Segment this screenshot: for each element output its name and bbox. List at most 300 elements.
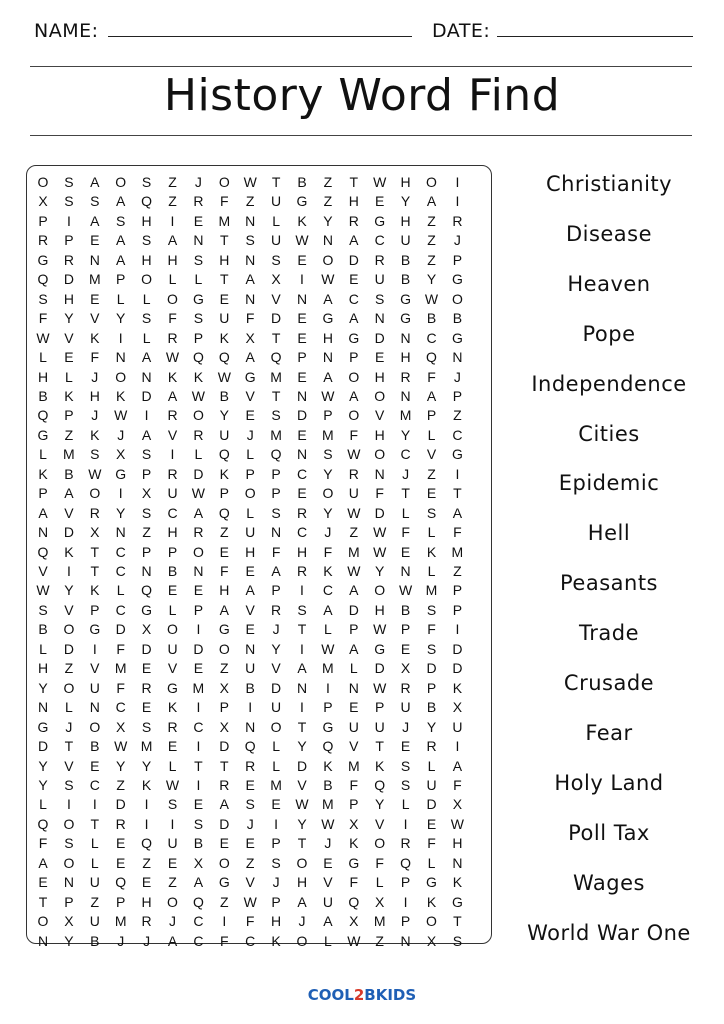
grid-letter[interactable]: N — [452, 349, 463, 366]
grid-letter[interactable]: A — [323, 290, 333, 307]
grid-letter[interactable]: M — [347, 757, 360, 774]
grid-letter[interactable]: R — [115, 815, 126, 832]
grid-letter[interactable]: T — [297, 835, 307, 852]
grid-letter[interactable]: F — [375, 854, 384, 871]
grid-letter[interactable]: G — [322, 310, 334, 327]
grid-letter[interactable]: H — [374, 426, 385, 443]
grid-letter[interactable]: X — [141, 621, 152, 638]
grid-letter[interactable]: D — [115, 621, 126, 638]
grid-letter[interactable]: Q — [37, 407, 49, 424]
grid-letter[interactable]: P — [193, 329, 204, 346]
grid-letter[interactable]: W — [321, 815, 335, 832]
grid-letter[interactable]: Y — [400, 193, 411, 210]
grid-letter[interactable]: R — [296, 504, 308, 521]
grid-letter[interactable]: Z — [375, 932, 384, 949]
grid-letter[interactable]: M — [270, 776, 282, 793]
grid-letter[interactable]: F — [427, 368, 436, 385]
grid-letter[interactable]: L — [142, 329, 151, 346]
grid-letter[interactable]: Y — [375, 563, 385, 579]
grid-letter[interactable]: E — [193, 582, 204, 599]
grid-letter[interactable]: I — [300, 699, 304, 716]
grid-letter[interactable]: V — [271, 290, 281, 307]
grid-letter[interactable]: J — [246, 426, 254, 443]
grid-letter[interactable]: A — [116, 193, 126, 210]
date-line[interactable] — [497, 36, 693, 37]
grid-letter[interactable]: O — [167, 621, 178, 638]
grid-letter[interactable]: E — [116, 854, 126, 871]
grid-letter[interactable]: X — [400, 660, 411, 677]
grid-letter[interactable]: A — [245, 582, 255, 599]
grid-letter[interactable]: H — [374, 368, 385, 385]
grid-letter[interactable]: S — [400, 757, 411, 774]
grid-letter[interactable]: P — [375, 699, 385, 716]
grid-letter[interactable]: B — [400, 271, 411, 288]
grid-letter[interactable]: K — [375, 757, 385, 774]
grid-letter[interactable]: A — [426, 387, 437, 404]
grid-letter[interactable]: D — [219, 738, 230, 755]
grid-letter[interactable]: R — [374, 251, 385, 268]
grid-letter[interactable]: N — [452, 854, 463, 871]
grid-letter[interactable]: O — [192, 543, 204, 560]
grid-letter[interactable]: R — [271, 601, 282, 618]
grid-letter[interactable]: D — [63, 640, 74, 657]
grid-letter[interactable]: A — [38, 854, 48, 871]
grid-letter[interactable]: S — [426, 504, 437, 521]
grid-letter[interactable]: D — [374, 504, 385, 521]
grid-letter[interactable]: G — [115, 465, 127, 482]
grid-letter[interactable]: L — [323, 932, 332, 949]
grid-letter[interactable]: I — [66, 563, 71, 579]
grid-letter[interactable]: S — [141, 174, 152, 190]
grid-letter[interactable]: Z — [220, 893, 229, 910]
grid-letter[interactable]: W — [295, 796, 309, 813]
grid-letter[interactable]: H — [322, 329, 333, 346]
grid-letter[interactable]: E — [141, 699, 152, 716]
grid-letter[interactable]: I — [455, 193, 460, 210]
grid-letter[interactable]: Q — [192, 349, 204, 366]
grid-letter[interactable]: I — [92, 796, 97, 813]
grid-letter[interactable]: K — [426, 543, 437, 560]
grid-letter[interactable]: T — [271, 329, 281, 346]
grid-letter[interactable]: P — [400, 874, 411, 891]
grid-letter[interactable]: E — [297, 368, 307, 385]
grid-letter[interactable]: U — [400, 232, 411, 249]
grid-letter[interactable]: Q — [192, 893, 204, 910]
grid-letter[interactable]: G — [348, 329, 360, 346]
grid-letter[interactable]: I — [274, 815, 279, 832]
grid-letter[interactable]: H — [271, 913, 282, 930]
grid-letter[interactable]: J — [324, 524, 332, 541]
grid-letter[interactable]: L — [427, 854, 436, 871]
grid-letter[interactable]: C — [400, 446, 411, 463]
grid-letter[interactable]: G — [218, 621, 230, 638]
grid-letter[interactable]: B — [64, 465, 74, 482]
grid-letter[interactable]: S — [38, 601, 48, 618]
grid-letter[interactable]: V — [64, 601, 74, 618]
grid-letter[interactable]: G — [244, 368, 256, 385]
grid-letter[interactable]: U — [219, 426, 230, 443]
grid-letter[interactable]: O — [141, 271, 153, 288]
grid-letter[interactable]: J — [453, 368, 461, 385]
grid-letter[interactable]: L — [194, 271, 203, 288]
grid-letter[interactable]: Y — [375, 796, 385, 813]
grid-letter[interactable]: I — [300, 582, 304, 599]
grid-letter[interactable]: D — [193, 640, 204, 657]
grid-letter[interactable]: V — [245, 601, 255, 618]
grid-letter[interactable]: N — [400, 387, 411, 404]
grid-letter[interactable]: O — [167, 893, 178, 910]
grid-letter[interactable]: S — [64, 835, 74, 852]
grid-letter[interactable]: S — [141, 504, 152, 521]
grid-letter[interactable]: T — [90, 543, 100, 560]
grid-letter[interactable]: F — [427, 835, 436, 852]
grid-letter[interactable]: F — [38, 310, 48, 327]
grid-letter[interactable]: Z — [453, 563, 462, 579]
grid-letter[interactable]: Z — [323, 193, 333, 210]
grid-letter[interactable]: G — [167, 679, 178, 696]
grid-letter[interactable]: K — [116, 387, 126, 404]
grid-letter[interactable]: E — [219, 290, 229, 307]
grid-letter[interactable]: Q — [37, 271, 49, 288]
grid-letter[interactable]: E — [323, 854, 333, 871]
grid-letter[interactable]: P — [271, 893, 281, 910]
grid-letter[interactable]: V — [64, 329, 74, 346]
grid-letter[interactable]: Y — [116, 310, 126, 327]
grid-letter[interactable]: O — [374, 387, 386, 404]
grid-letter[interactable]: O — [63, 679, 75, 696]
grid-letter[interactable]: R — [37, 232, 49, 249]
grid-letter[interactable]: O — [451, 290, 463, 307]
grid-letter[interactable]: Y — [323, 504, 333, 521]
grid-letter[interactable]: E — [297, 329, 307, 346]
grid-letter[interactable]: N — [89, 699, 100, 716]
grid-letter[interactable]: H — [37, 368, 49, 385]
grid-letter[interactable]: B — [38, 387, 48, 404]
grid-letter[interactable]: T — [90, 563, 100, 579]
grid-letter[interactable]: L — [323, 621, 332, 638]
grid-letter[interactable]: W — [398, 582, 413, 599]
grid-letter[interactable]: A — [38, 504, 48, 521]
grid-letter[interactable]: H — [141, 893, 152, 910]
grid-letter[interactable]: E — [167, 582, 178, 599]
grid-letter[interactable]: G — [192, 290, 204, 307]
grid-letter[interactable]: F — [220, 563, 229, 579]
grid-letter[interactable]: S — [193, 310, 204, 327]
grid-letter[interactable]: A — [426, 193, 437, 210]
grid-letter[interactable]: R — [193, 193, 204, 210]
grid-letter[interactable]: B — [400, 251, 411, 268]
grid-letter[interactable]: S — [426, 601, 437, 618]
grid-letter[interactable]: J — [194, 174, 202, 190]
grid-letter[interactable]: O — [89, 718, 101, 735]
grid-letter[interactable]: X — [426, 932, 437, 949]
grid-letter[interactable]: R — [452, 212, 463, 229]
grid-letter[interactable]: P — [116, 271, 126, 288]
grid-letter[interactable]: Y — [116, 504, 126, 521]
grid-letter[interactable]: W — [347, 932, 361, 949]
grid-letter[interactable]: I — [455, 174, 460, 190]
grid-letter[interactable]: S — [245, 796, 255, 813]
grid-letter[interactable]: P — [400, 621, 411, 638]
grid-letter[interactable]: Z — [168, 193, 177, 210]
grid-letter[interactable]: L — [142, 290, 151, 307]
grid-letter[interactable]: G — [374, 212, 386, 229]
grid-letter[interactable]: J — [453, 232, 461, 249]
grid-letter[interactable]: P — [271, 835, 281, 852]
grid-letter[interactable]: L — [349, 660, 358, 677]
grid-letter[interactable]: V — [426, 446, 437, 463]
grid-letter[interactable]: C — [296, 465, 308, 482]
grid-letter[interactable]: O — [115, 174, 127, 190]
grid-letter[interactable]: E — [38, 874, 48, 891]
grid-letter[interactable]: B — [245, 679, 255, 696]
grid-letter[interactable]: K — [167, 699, 178, 716]
grid-letter[interactable]: T — [453, 485, 462, 502]
grid-letter[interactable]: I — [170, 815, 175, 832]
grid-letter[interactable]: S — [323, 446, 333, 463]
grid-letter[interactable]: D — [426, 660, 437, 677]
grid-letter[interactable]: Z — [427, 212, 436, 229]
grid-letter[interactable]: G — [348, 854, 360, 871]
grid-letter[interactable]: G — [89, 621, 101, 638]
grid-letter[interactable]: P — [245, 465, 255, 482]
grid-letter[interactable]: R — [141, 679, 152, 696]
grid-letter[interactable]: S — [400, 776, 411, 793]
grid-letter[interactable]: H — [141, 212, 152, 229]
grid-letter[interactable]: A — [167, 387, 178, 404]
grid-letter[interactable]: G — [37, 251, 49, 268]
grid-letter[interactable]: A — [116, 232, 126, 249]
grid-letter[interactable]: H — [63, 290, 74, 307]
grid-letter[interactable]: L — [246, 446, 255, 463]
grid-letter[interactable]: X — [141, 485, 152, 502]
grid-letter[interactable]: H — [400, 212, 411, 229]
grid-letter[interactable]: L — [401, 796, 410, 813]
grid-letter[interactable]: S — [426, 640, 437, 657]
grid-letter[interactable]: T — [220, 757, 229, 774]
grid-letter[interactable]: X — [64, 913, 74, 930]
grid-letter[interactable]: H — [167, 251, 178, 268]
grid-letter[interactable]: S — [167, 796, 178, 813]
grid-letter[interactable]: Z — [245, 854, 255, 871]
grid-letter[interactable]: S — [38, 290, 48, 307]
grid-letter[interactable]: A — [141, 349, 152, 366]
grid-letter[interactable]: I — [222, 913, 227, 930]
grid-letter[interactable]: W — [321, 271, 335, 288]
grid-letter[interactable]: U — [245, 660, 256, 677]
grid-letter[interactable]: D — [348, 601, 359, 618]
grid-letter[interactable]: J — [402, 718, 410, 735]
grid-letter[interactable]: Q — [270, 446, 282, 463]
grid-letter[interactable]: Z — [453, 407, 462, 424]
grid-letter[interactable]: N — [115, 524, 126, 541]
grid-letter[interactable]: A — [452, 504, 463, 521]
grid-letter[interactable]: F — [427, 621, 436, 638]
grid-letter[interactable]: C — [115, 563, 126, 579]
grid-letter[interactable]: W — [373, 543, 387, 560]
grid-letter[interactable]: A — [349, 640, 359, 657]
grid-letter[interactable]: B — [297, 174, 307, 190]
grid-letter[interactable]: A — [349, 232, 359, 249]
grid-letter[interactable]: W — [373, 621, 387, 638]
grid-letter[interactable]: S — [193, 815, 204, 832]
grid-letter[interactable]: L — [168, 601, 177, 618]
grid-letter[interactable]: R — [400, 835, 411, 852]
grid-letter[interactable]: O — [37, 913, 49, 930]
grid-letter[interactable]: N — [400, 932, 411, 949]
grid-letter[interactable]: H — [219, 582, 230, 599]
grid-letter[interactable]: W — [347, 563, 361, 579]
grid-letter[interactable]: R — [348, 465, 359, 482]
grid-letter[interactable]: Y — [297, 738, 307, 755]
grid-letter[interactable]: U — [167, 835, 178, 852]
grid-letter[interactable]: A — [219, 796, 229, 813]
grid-letter[interactable]: K — [90, 329, 100, 346]
grid-letter[interactable]: K — [193, 368, 204, 385]
grid-letter[interactable]: E — [90, 290, 100, 307]
grid-letter[interactable]: H — [245, 543, 256, 560]
grid-letter[interactable]: M — [347, 543, 360, 560]
grid-letter[interactable]: P — [219, 699, 229, 716]
grid-letter[interactable]: D — [452, 640, 463, 657]
grid-letter[interactable]: N — [115, 349, 126, 366]
grid-letter[interactable]: O — [374, 835, 386, 852]
grid-letter[interactable]: E — [141, 874, 152, 891]
grid-letter[interactable]: T — [220, 232, 229, 249]
grid-letter[interactable]: D — [348, 251, 359, 268]
grid-letter[interactable]: O — [374, 446, 386, 463]
grid-letter[interactable]: Z — [64, 426, 74, 443]
grid-letter[interactable]: F — [349, 874, 359, 891]
grid-letter[interactable]: E — [219, 543, 229, 560]
grid-letter[interactable]: N — [296, 679, 308, 696]
grid-letter[interactable]: W — [191, 485, 205, 502]
grid-letter[interactable]: A — [245, 349, 255, 366]
grid-letter[interactable]: N — [245, 212, 256, 229]
grid-letter[interactable]: D — [271, 310, 282, 327]
grid-letter[interactable]: Y — [116, 757, 126, 774]
grid-letter[interactable]: C — [245, 932, 256, 949]
grid-letter[interactable]: A — [349, 310, 359, 327]
grid-letter[interactable]: M — [425, 582, 438, 599]
grid-letter[interactable]: B — [400, 601, 411, 618]
grid-letter[interactable]: Q — [426, 349, 437, 366]
grid-letter[interactable]: K — [323, 563, 333, 579]
grid-letter[interactable]: Y — [271, 640, 281, 657]
grid-letter[interactable]: K — [452, 874, 463, 891]
grid-letter[interactable]: P — [219, 485, 229, 502]
grid-letter[interactable]: N — [322, 349, 333, 366]
grid-letter[interactable]: E — [167, 854, 178, 871]
grid-letter[interactable]: N — [63, 874, 74, 891]
grid-letter[interactable]: B — [219, 387, 229, 404]
grid-letter[interactable]: R — [400, 679, 411, 696]
grid-letter[interactable]: N — [348, 679, 359, 696]
grid-letter[interactable]: L — [401, 504, 410, 521]
grid-letter[interactable]: Z — [323, 174, 333, 190]
grid-letter[interactable]: E — [297, 426, 307, 443]
grid-letter[interactable]: N — [193, 563, 204, 579]
grid-letter[interactable]: X — [38, 193, 48, 210]
grid-letter[interactable]: L — [427, 563, 436, 579]
grid-letter[interactable]: O — [115, 368, 127, 385]
grid-letter[interactable]: R — [63, 251, 74, 268]
grid-letter[interactable]: Y — [426, 271, 437, 288]
grid-letter[interactable]: V — [375, 815, 385, 832]
grid-letter[interactable]: T — [64, 738, 74, 755]
grid-letter[interactable]: E — [141, 660, 152, 677]
grid-letter[interactable]: V — [245, 874, 255, 891]
grid-letter[interactable]: N — [141, 368, 152, 385]
grid-letter[interactable]: E — [375, 349, 385, 366]
grid-letter[interactable]: W — [424, 290, 439, 307]
grid-letter[interactable]: P — [64, 232, 74, 249]
grid-letter[interactable]: E — [297, 310, 307, 327]
grid-letter[interactable]: M — [399, 407, 412, 424]
grid-letter[interactable]: M — [322, 660, 334, 677]
grid-letter[interactable]: F — [375, 485, 384, 502]
grid-letter[interactable]: W — [114, 738, 128, 755]
grid-letter[interactable]: H — [167, 524, 178, 541]
grid-letter[interactable]: E — [245, 835, 255, 852]
grid-letter[interactable]: U — [374, 718, 385, 735]
grid-letter[interactable]: P — [426, 407, 437, 424]
grid-letter[interactable]: E — [193, 796, 204, 813]
grid-letter[interactable]: X — [349, 913, 359, 930]
grid-letter[interactable]: B — [452, 310, 463, 327]
grid-letter[interactable]: L — [90, 835, 99, 852]
grid-letter[interactable]: I — [118, 329, 123, 346]
grid-letter[interactable]: X — [116, 446, 126, 463]
grid-letter[interactable]: U — [89, 913, 100, 930]
grid-letter[interactable]: L — [116, 582, 125, 599]
grid-letter[interactable]: D — [193, 465, 204, 482]
grid-letter[interactable]: T — [297, 718, 307, 735]
grid-letter[interactable]: Z — [245, 193, 255, 210]
grid-letter[interactable]: R — [348, 212, 359, 229]
grid-letter[interactable]: U — [89, 679, 100, 696]
grid-letter[interactable]: I — [196, 621, 201, 638]
grid-letter[interactable]: J — [117, 932, 125, 949]
grid-letter[interactable]: X — [452, 699, 463, 716]
grid-letter[interactable]: W — [321, 387, 335, 404]
grid-letter[interactable]: K — [323, 757, 333, 774]
grid-letter[interactable]: I — [144, 407, 149, 424]
grid-letter[interactable]: U — [271, 232, 282, 249]
grid-letter[interactable]: N — [322, 232, 333, 249]
grid-letter[interactable]: U — [167, 640, 178, 657]
grid-letter[interactable]: I — [144, 815, 149, 832]
grid-letter[interactable]: V — [167, 426, 178, 443]
grid-letter[interactable]: R — [219, 776, 230, 793]
grid-letter[interactable]: J — [117, 426, 125, 443]
grid-letter[interactable]: M — [140, 738, 153, 755]
grid-letter[interactable]: T — [38, 893, 48, 910]
grid-letter[interactable]: S — [64, 193, 74, 210]
grid-letter[interactable]: N — [37, 699, 49, 716]
grid-letter[interactable]: I — [455, 738, 460, 755]
grid-letter[interactable]: Y — [38, 679, 48, 696]
grid-letter[interactable]: G — [451, 271, 463, 288]
grid-letter[interactable]: X — [116, 718, 126, 735]
grid-letter[interactable]: M — [373, 913, 386, 930]
grid-letter[interactable]: O — [192, 407, 204, 424]
grid-letter[interactable]: E — [116, 835, 126, 852]
grid-letter[interactable]: B — [90, 932, 100, 949]
grid-letter[interactable]: N — [37, 932, 49, 949]
grid-letter[interactable]: I — [118, 485, 123, 502]
grid-letter[interactable]: S — [452, 932, 463, 949]
